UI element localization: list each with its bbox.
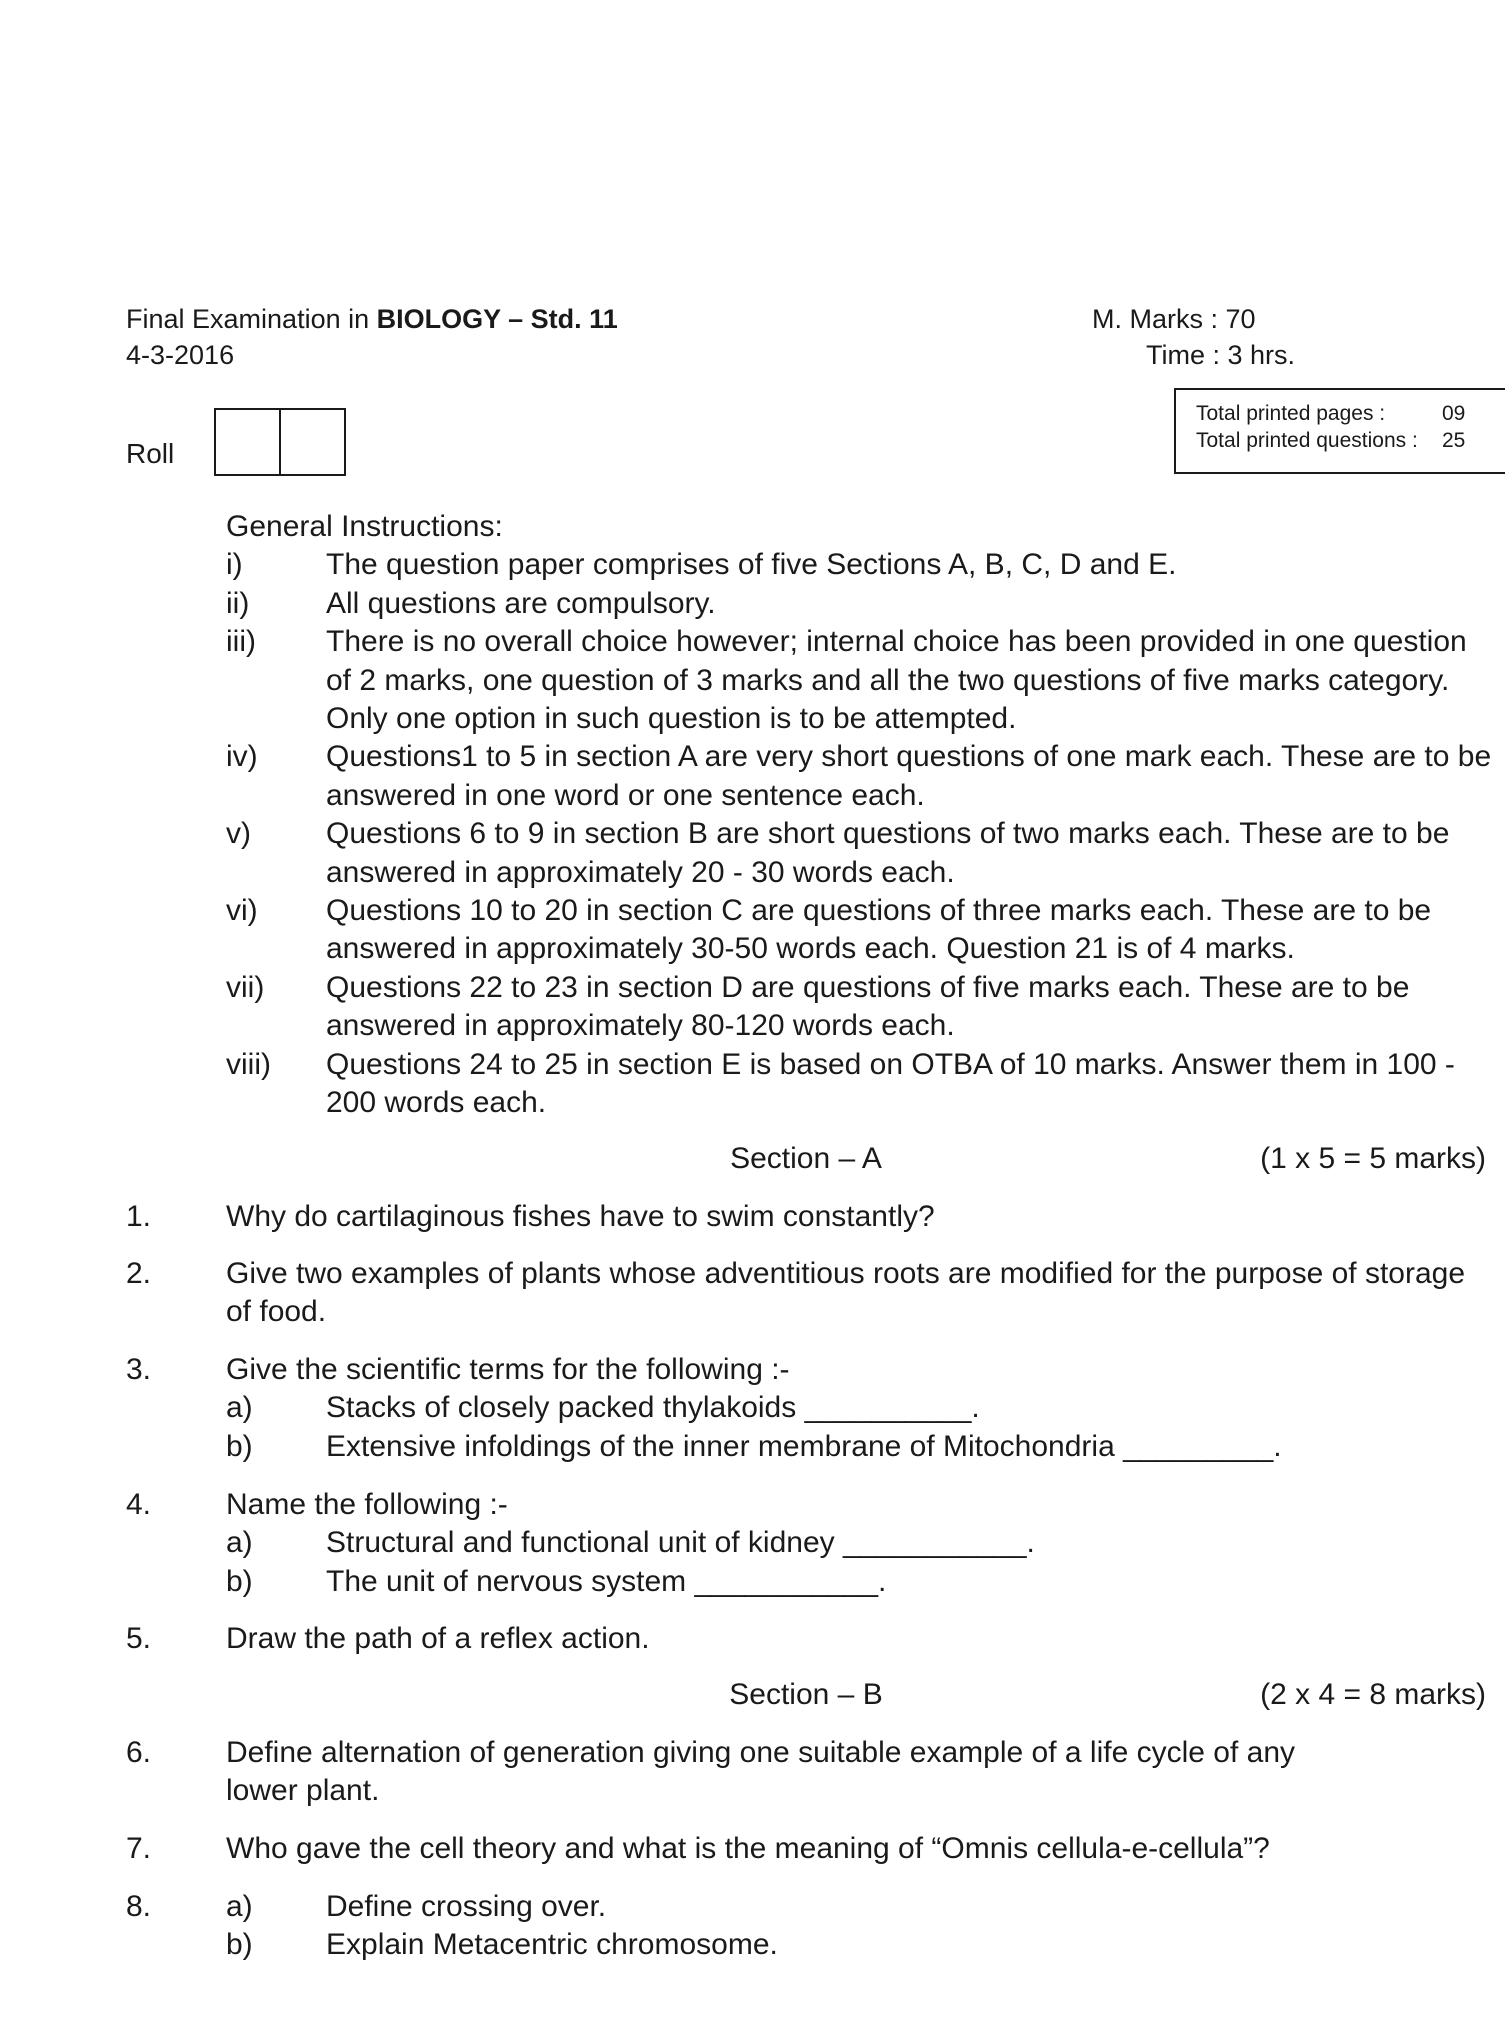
instruction-item xyxy=(226,585,1496,623)
sub-question-label: a) xyxy=(226,1526,253,1560)
question xyxy=(126,1486,1496,1601)
instruction-num: vii) xyxy=(226,970,265,1004)
sub-question-label: b) xyxy=(226,1928,253,1962)
section-a-title: Section – A xyxy=(730,1142,882,1175)
instruction-num: iii) xyxy=(226,625,256,659)
printed-pages-value: 09 xyxy=(1442,402,1466,425)
section-b-marks: (2 x 4 = 8 marks) xyxy=(1260,1678,1486,1711)
question-text: Who gave the cell theory and what is the meaning of “Omnis cellula-e-cellula”? xyxy=(226,1832,1270,1865)
instruction-item xyxy=(226,815,1496,892)
question-number: 1. xyxy=(126,1200,152,1233)
printed-pages-label: Total printed pages : xyxy=(1196,402,1386,425)
general-instructions xyxy=(226,508,1496,1123)
question-number: 2. xyxy=(126,1257,152,1290)
instruction-num: v) xyxy=(226,817,251,851)
question xyxy=(126,1255,1496,1332)
instruction-item xyxy=(226,623,1496,738)
instruction-text: Questions 10 to 20 in section C are questions of three marks each. These are to be answered in approximately 30-50 words each. Question 21 is of 4 marks. xyxy=(326,894,1432,966)
instructions-title: General Instructions: xyxy=(226,510,503,543)
sub-question-text: The unit of nervous system ___________. xyxy=(326,1564,887,1598)
instruction-item xyxy=(226,969,1496,1046)
instruction-item xyxy=(226,546,1496,584)
instruction-num: viii) xyxy=(226,1047,271,1081)
sub-question xyxy=(226,1524,1496,1562)
sub-question xyxy=(226,1888,1496,1926)
printed-questions-value: 25 xyxy=(1442,429,1466,452)
exam-time: Time : 3 hrs. xyxy=(1146,340,1296,370)
sub-question-text: Explain Metacentric chromosome. xyxy=(326,1928,778,1962)
instruction-text: There is no overall choice however; internal choice has been provided in one question of 2 marks, one question of 3 marks and all the two questions of five marks category. Only one option in such question is to be attempted. xyxy=(326,625,1467,736)
exam-date: 4-3-2016 xyxy=(126,340,235,370)
sub-question-text: Define crossing over. xyxy=(326,1890,607,1923)
question-text: Why do cartilaginous fishes have to swim constantly? xyxy=(226,1200,935,1233)
section-a-marks: (1 x 5 = 5 marks) xyxy=(1260,1142,1486,1175)
exam-std: – Std. 11 xyxy=(500,304,618,334)
roll-box-1 xyxy=(214,408,281,476)
question xyxy=(126,1734,1496,1811)
question xyxy=(126,1620,1496,1658)
question xyxy=(126,1198,1496,1236)
question-text: Draw the path of a reflex action. xyxy=(226,1622,650,1655)
roll-label: Roll xyxy=(126,438,175,469)
question xyxy=(126,1888,1496,1965)
question-text: Give the scientific terms for the following :- xyxy=(226,1353,790,1386)
question-number: 8. xyxy=(126,1890,152,1923)
sub-question-label: a) xyxy=(226,1391,253,1425)
sub-question xyxy=(226,1563,1496,1601)
instruction-text: Questions1 to 5 in section A are very short questions of one mark each. These are to be answered in one word or one sentence each. xyxy=(326,740,1492,812)
sub-question xyxy=(226,1389,1496,1427)
roll-box-2 xyxy=(281,408,346,476)
sub-question-text: Extensive infoldings of the inner membrane of Mitochondria _________. xyxy=(326,1429,1282,1463)
exam-title xyxy=(126,302,618,336)
instruction-text: Questions 6 to 9 in section B are short questions of two marks each. These are to be answered in approximately 20 - 30 words each. xyxy=(326,817,1450,889)
instruction-text: Questions 24 to 25 in section E is based on OTBA of 10 marks. Answer them in 100 - 200 words each. xyxy=(326,1047,1455,1120)
question-number: 3. xyxy=(126,1353,152,1386)
sub-question-text: Structural and functional unit of kidney ___________. xyxy=(326,1526,1035,1560)
instruction-text: All questions are compulsory. xyxy=(326,586,716,620)
instruction-num: vi) xyxy=(226,894,258,928)
sub-question-label: a) xyxy=(226,1890,253,1923)
question-number: 4. xyxy=(126,1488,152,1521)
question-number: 6. xyxy=(126,1736,152,1769)
sub-question-text: Stacks of closely packed thylakoids __________. xyxy=(326,1391,980,1425)
sub-question xyxy=(226,1428,1496,1466)
printed-questions-row xyxy=(1196,427,1505,454)
question xyxy=(126,1351,1496,1466)
sub-question xyxy=(226,1926,1496,1964)
instruction-num: ii) xyxy=(226,586,250,620)
section-a-heading xyxy=(126,1140,1486,1180)
question-text: Name the following :- xyxy=(226,1488,508,1521)
instruction-item xyxy=(226,738,1496,815)
instruction-num: i) xyxy=(226,548,243,582)
exam-subject: BIOLOGY xyxy=(376,304,501,334)
instruction-num: iv) xyxy=(226,740,258,774)
printed-questions-label: Total printed questions : xyxy=(1196,429,1418,452)
instruction-text: Questions 22 to 23 in section D are questions of five marks each. These are to be answered in approximately 80-120 words each. xyxy=(326,970,1410,1043)
max-marks: M. Marks : 70 xyxy=(1092,304,1256,334)
instruction-text: The question paper comprises of five Sections A, B, C, D and E. xyxy=(326,548,1177,582)
exam-prefix: Final Examination in xyxy=(126,304,377,334)
roll-number-boxes xyxy=(214,408,346,476)
question xyxy=(126,1830,1496,1868)
instruction-item xyxy=(226,1046,1496,1123)
instruction-item xyxy=(226,892,1496,969)
question-number: 5. xyxy=(126,1622,152,1655)
question-text: Define alternation of generation giving one suitable example of a life cycle of any lower plant. xyxy=(226,1736,1295,1808)
section-b-heading xyxy=(126,1676,1486,1716)
sub-question-label: b) xyxy=(226,1429,253,1463)
printed-info-box xyxy=(1174,388,1505,474)
question-number: 7. xyxy=(126,1832,152,1865)
sub-question-label: b) xyxy=(226,1564,253,1598)
section-b-title: Section – B xyxy=(729,1678,883,1711)
printed-pages-row xyxy=(1196,400,1505,427)
question-text: Give two examples of plants whose adventitious roots are modified for the purpose of storage of food. xyxy=(226,1257,1466,1329)
